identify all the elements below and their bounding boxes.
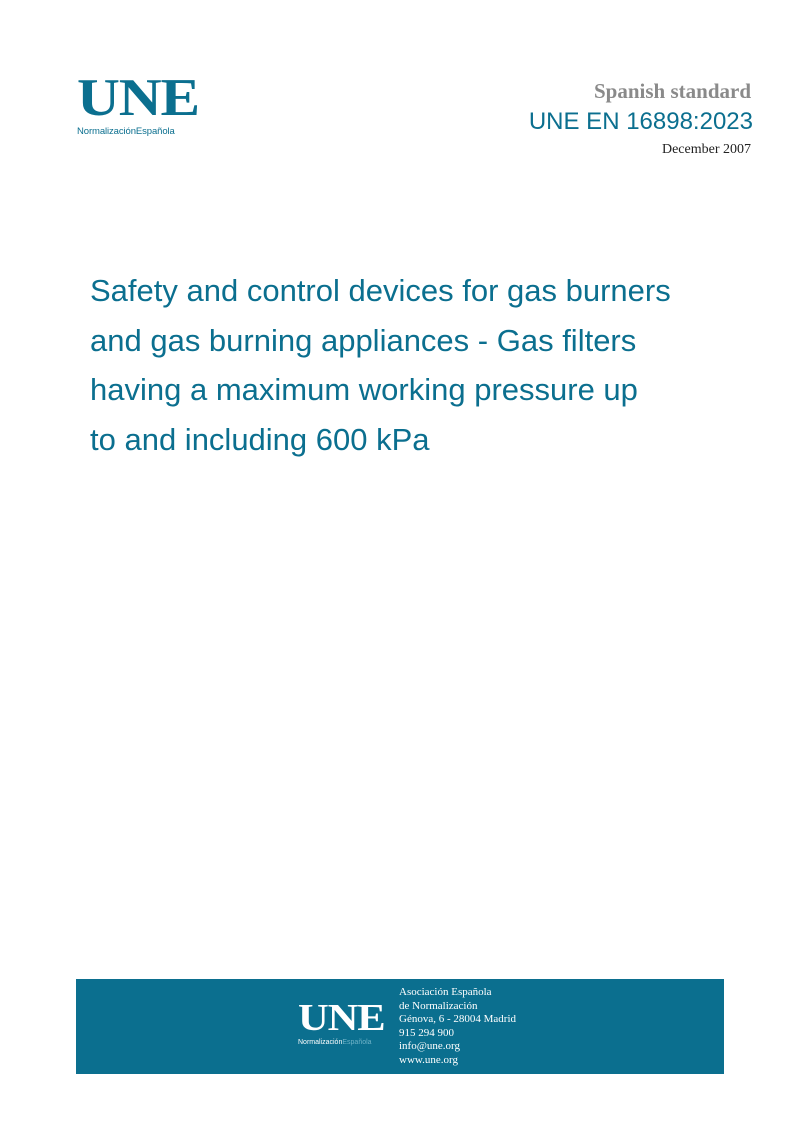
organization-name-line1: Asociación Española xyxy=(399,986,492,998)
footer-une-logo xyxy=(298,997,385,1047)
organization-name-line2: de Normalización xyxy=(399,999,478,1012)
une-logo xyxy=(77,69,199,137)
footer-logo-wordmark: UNE xyxy=(298,997,385,1039)
email-link[interactable]: info@une.org xyxy=(399,1040,460,1053)
footer-logo-subtitle-part1: Normalización xyxy=(298,1039,343,1046)
title-line: and gas burning appliances - Gas filters xyxy=(90,322,637,358)
title-line: having a maximum working pressure up xyxy=(90,372,638,407)
footer-logo-subtitle-part2: Española xyxy=(342,1039,372,1046)
footer-band xyxy=(76,979,724,1074)
logo-subtitle: NormalizaciónEspañola xyxy=(77,126,175,137)
logo-wordmark: UNE xyxy=(77,69,199,127)
contact-info xyxy=(399,986,516,1068)
title-line: Safety and control devices for gas burners xyxy=(90,273,671,308)
address: Génova, 6 - 28004 Madrid xyxy=(399,1013,517,1026)
footer-logo-subtitle xyxy=(298,1039,375,1047)
phone-number: 915 294 900 xyxy=(399,1026,454,1039)
website-link[interactable]: www.une.org xyxy=(399,1053,458,1066)
standard-type: Spanish standard xyxy=(594,79,751,103)
title-line: to and including 600 kPa xyxy=(90,421,430,457)
standard-code: UNE EN 16898:2023 xyxy=(528,108,753,135)
document-title xyxy=(90,266,750,464)
standard-header xyxy=(529,78,752,159)
standard-date: December 2007 xyxy=(661,142,751,157)
